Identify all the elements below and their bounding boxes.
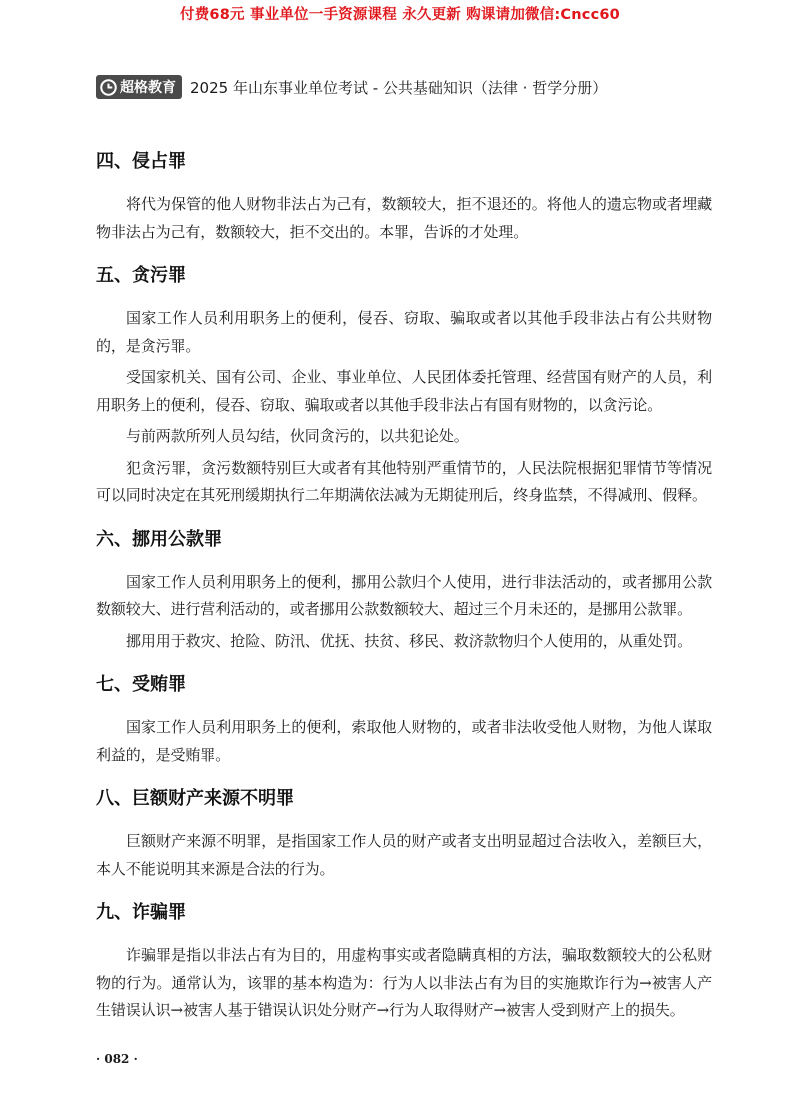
paragraph: 将代为保管的他人财物非法占为己有，数额较大，拒不退还的。将他人的遗忘物或者埋藏物非法占为己有，数额较大，拒不交出的。本罪，告诉的才处理。 xyxy=(96,195,712,241)
logo-text: 超格教育 xyxy=(120,80,176,96)
paragraph: 与前两款所列人员勾结，伙同贪污的，以共犯论处。 xyxy=(126,427,469,445)
section-heading: 六、挪用公款罪 xyxy=(96,528,222,550)
paragraph: 国家工作人员利用职务上的便利，挪用公款归个人使用，进行非法活动的，或者挪用公款数额较大、进行营利活动的，或者挪用公款数额较大、超过三个月未还的，是挪用公款罪。 xyxy=(96,572,712,618)
paragraph: 挪用用于救灾、抢险、防汛、优抚、扶贫、移民、救济款物归个人使用的，从重处罚。 xyxy=(126,631,693,650)
logo-icon xyxy=(100,79,117,96)
page-number: · 082 · xyxy=(96,1052,138,1066)
section-unexplained-assets xyxy=(96,782,712,883)
header-title: 2025 年山东事业单位考试 - 公共基础知识（法律 · 哲学分册） xyxy=(190,78,608,97)
paragraph: 受国家机关、国有公司、企业、事业单位、人民团体委托管理、经营国有财产的人员，利用职务上的便利，侵吞、窃取、骗取或者以其他手段非法占有国有财物的，以贪污论。 xyxy=(96,368,712,414)
section-heading: 九、诈骗罪 xyxy=(96,902,186,923)
section-heading: 七、受贿罪 xyxy=(96,674,186,695)
section-heading: 五、贪污罪 xyxy=(96,265,186,286)
paragraph: 巨额财产来源不明罪，是指国家工作人员的财产或者支出明显超过合法收入，差额巨大，本人不能说明其来源是合法的行为。 xyxy=(96,832,712,878)
document-body xyxy=(96,145,712,1038)
section-bribery xyxy=(96,668,712,769)
section-heading: 四、侵占罪 xyxy=(96,151,186,172)
section-fraud xyxy=(96,896,712,1025)
paragraph: 国家工作人员利用职务上的便利，索取他人财物的，或者非法收受他人财物，为他人谋取利益的，是受贿罪。 xyxy=(96,718,712,764)
section-corruption xyxy=(96,259,712,510)
paragraph: 国家工作人员利用职务上的便利，侵吞、窃取、骗取或者以其他手段非法占有公共财物的，是贪污罪。 xyxy=(96,309,712,355)
section-embezzlement-property xyxy=(96,145,712,246)
brand-logo xyxy=(96,75,182,99)
paragraph: 犯贪污罪，贪污数额特别巨大或者有其他特别严重情节的，人民法院根据犯罪情节等情况可以同时决定在其死刑缓期执行二年期满依法减为无期徒刑后，终身监禁，不得减刑、假释。 xyxy=(96,458,712,504)
ad-banner: 付费68元 事业单位一手资源课程 永久更新 购课请加微信:Cncc60 xyxy=(180,7,620,23)
section-heading: 八、巨额财产来源不明罪 xyxy=(96,788,294,809)
paragraph: 诈骗罪是指以非法占有为目的，用虚构事实或者隐瞒真相的方法，骗取数额较大的公私财物的行为。通常认为，该罪的基本构造为：行为人以非法占有为目的实施欺诈行为→被害人产生错误认识→被害人基于错误认识处分财产→行为人取得财产→被害人受到财产上的损失。 xyxy=(96,946,712,1019)
page-header xyxy=(96,74,607,100)
section-misappropriation xyxy=(96,523,712,656)
